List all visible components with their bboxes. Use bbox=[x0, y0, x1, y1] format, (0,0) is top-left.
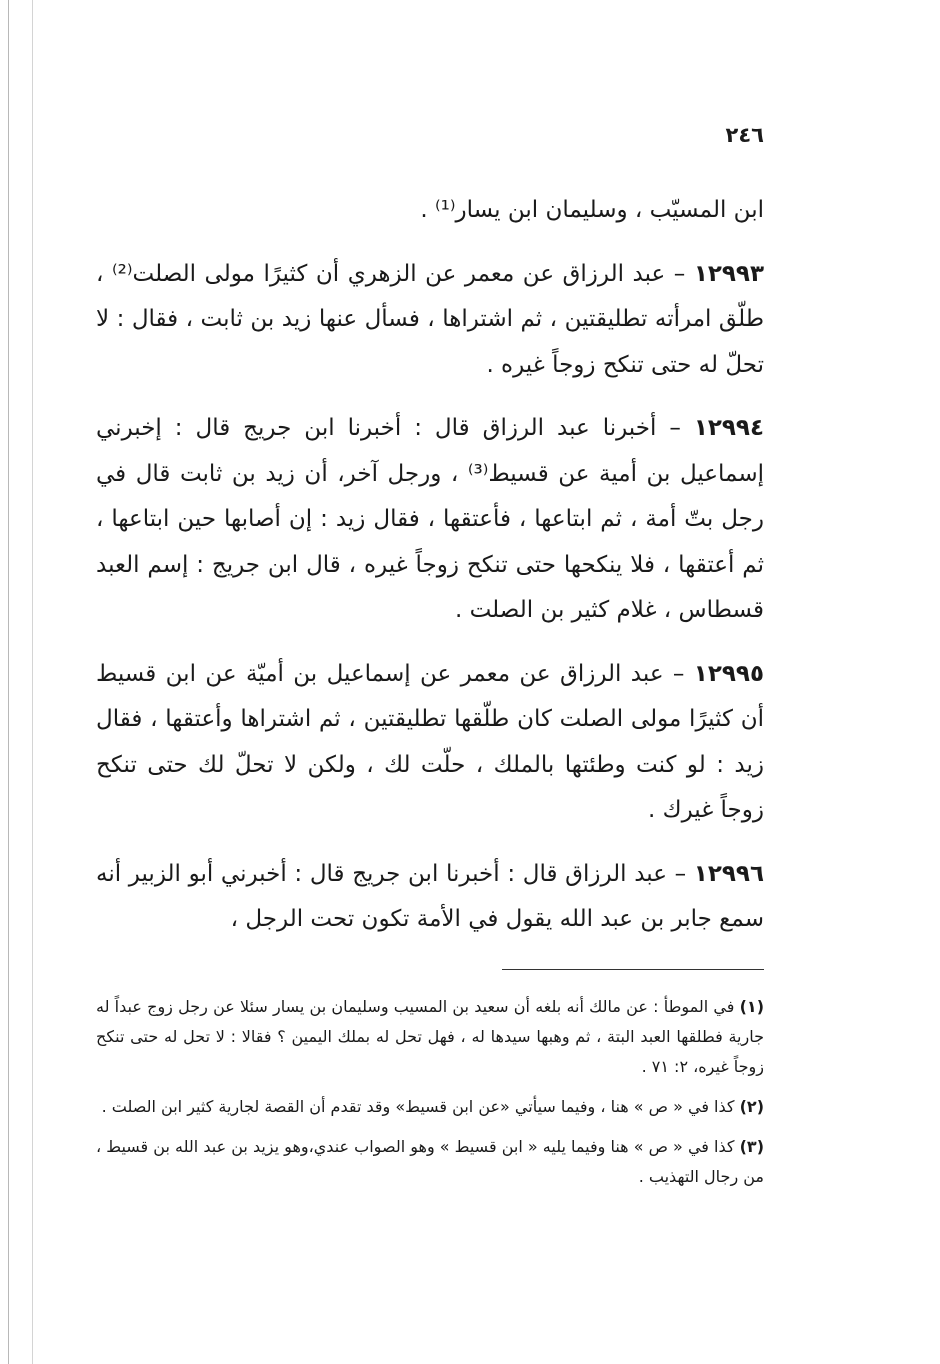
hadith-paragraph bbox=[96, 406, 764, 634]
hadith-text: ابن المسيّب ، وسليمان ابن يسار⁽¹⁾ . bbox=[420, 197, 764, 223]
hadith-number: ١٢٩٩٤ bbox=[693, 415, 765, 441]
footnote bbox=[96, 992, 764, 1082]
book-page bbox=[96, 118, 764, 1202]
footnote-number: (٢) bbox=[739, 1096, 764, 1116]
hadith-paragraph bbox=[96, 188, 764, 234]
footnote-text: كذا في « ص » هنا ، وفيما سيأتي «عن ابن قسيط» وقد تقدم أن القصة لجارية كثير ابن الصلت . bbox=[101, 1096, 735, 1116]
footnote-text: كذا في « ص » هنا وفيما يليه « ابن قسيط » وهو الصواب عندي،وهو يزيد بن عبد الله بن قسيط ، من رجال التهذيب . bbox=[96, 1136, 764, 1186]
footnote-number: (٣) bbox=[739, 1136, 764, 1156]
hadith-number: ١٢٩٩٦ bbox=[693, 860, 764, 887]
scan-edge-line bbox=[32, 0, 33, 1364]
scan-edge-line bbox=[8, 0, 9, 1364]
footnote-separator bbox=[502, 969, 764, 970]
hadith-number: ١٢٩٩٣ bbox=[693, 260, 765, 287]
hadith-paragraph bbox=[96, 652, 764, 834]
hadith-text: – عبد الرزاق عن معمر عن إسماعيل بن أميّة عن ابن قسيط أن كثيرًا مولى الصلت كان طلّقها تطليقتين ، ثم اشتراها وأعتقها ، فقال زيد : لو كنت وطئتها بالملك ، حلّت لك ، ولكن لا تحلّ لك حتى تنكح زوجاً غيرك . bbox=[96, 660, 764, 823]
hadith-paragraph bbox=[96, 252, 764, 389]
footnote-text: في الموطأ : عن مالك أنه بلغه أن سعيد بن المسيب وسليمان بن يسار سئلا عن رجل زوج عبداً له جارية فطلقها العبد البتة ، ثم وهبها سيدها له ، فهل تحل له بملك اليمين ؟ فقالا : لا تحل له حتى تنكح زوجاً غيره، ٢: ٧١ . bbox=[96, 996, 764, 1076]
footnote bbox=[96, 1132, 764, 1192]
main-text bbox=[96, 188, 764, 943]
footnote bbox=[96, 1092, 764, 1122]
footnote-number: (١) bbox=[739, 996, 764, 1016]
footnotes bbox=[96, 992, 764, 1192]
hadith-number: ١٢٩٩٥ bbox=[693, 660, 764, 687]
hadith-text: – عبد الرزاق قال : أخبرنا ابن جريج قال : أخبرني أبو الزبير أنه سمع جابر بن عبد الله يقول في الأمة تكون تحت الرجل ، bbox=[96, 860, 764, 932]
hadith-paragraph bbox=[96, 852, 764, 943]
hadith-text: – عبد الرزاق عن معمر عن الزهري أن كثيرًا مولى الصلت⁽²⁾ ، طلّق امرأته تطليقتين ، ثم اشتراها ، فسأل عنها زيد بن ثابت ، فقال : لا تحلّ له حتى تنكح زوجاً غيره . bbox=[96, 260, 764, 378]
page-number: ٢٤٦ bbox=[725, 123, 764, 147]
hadith-text: – أخبرنا عبد الرزاق قال : أخبرنا ابن جريج قال : إخبرني إسماعيل بن أمية عن قسيط⁽³⁾ ، ورجل آخر، أن زيد بن ثابت قال في رجل بتّ أمة ، ثم ابتاعها ، فأعتقها ، فقال زيد : إن أصابها حين ابتاعها ، ثم أعتقها ، فلا ينكحها حتى تنكح زوجاً غيره ، قال ابن جريج : إسم العبد قسطاس ، غلام كثير بن الصلت . bbox=[96, 415, 764, 623]
